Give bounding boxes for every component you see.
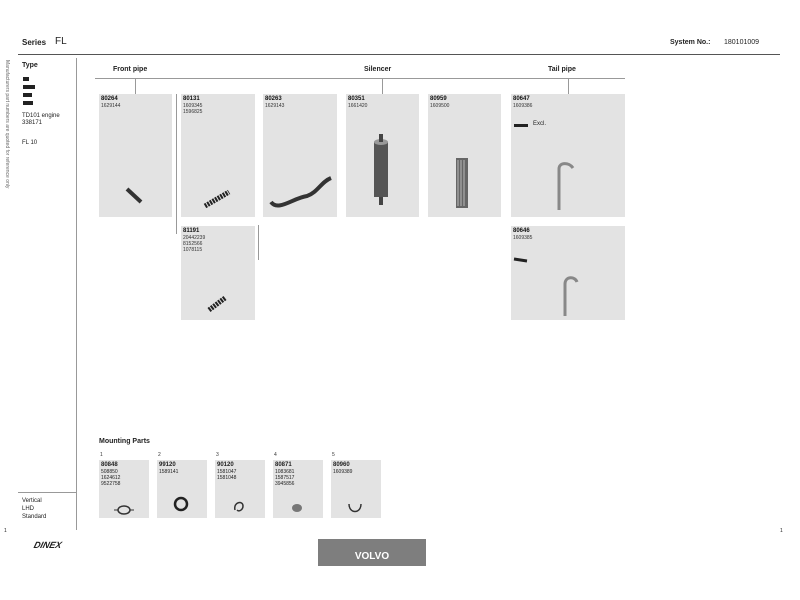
type-label: Type: [22, 62, 38, 69]
make-badge: VOLVO: [318, 539, 426, 566]
front-pipe-icon: [99, 94, 172, 217]
vehicle-icons: [22, 76, 42, 113]
mounting-title: Mounting Parts: [99, 438, 150, 445]
connector-3: [568, 78, 569, 94]
sidebar: [18, 58, 77, 530]
connector-branch: [258, 225, 259, 260]
config-vertical: Vertical: [22, 498, 42, 504]
config-standard: Standard: [22, 514, 47, 520]
heat-shield-icon: [428, 94, 501, 217]
part-card[interactable]: 80646 1609385: [511, 226, 625, 320]
section-silencer: Silencer: [364, 66, 392, 73]
part-card[interactable]: 80131 1609345 1596825: [181, 94, 255, 217]
page-number-left: 1: [4, 528, 7, 534]
part-card[interactable]: 80959 1609500: [428, 94, 501, 217]
sidebar-divider: [18, 492, 76, 493]
connector-left-branch: [176, 94, 177, 234]
series-value: FL: [55, 36, 67, 47]
exclusion-note: Excl.: [533, 121, 547, 127]
config-lhd: LHD: [22, 506, 35, 512]
part-card[interactable]: 81191 20442239 8152566 1078115: [181, 226, 255, 320]
part-card[interactable]: 80263 1629143: [263, 94, 337, 217]
page-number-right: 1: [780, 528, 783, 534]
tail-pipe-icon: [511, 226, 625, 320]
flex-pipe-icon: [181, 226, 255, 320]
part-card[interactable]: 80351 1661420: [346, 94, 419, 217]
connector-2: [382, 78, 383, 94]
section-front-pipe: Front pipe: [113, 66, 148, 73]
engine-line1: TD101 engine: [22, 113, 60, 119]
tail-pipe-icon: [511, 94, 625, 217]
model-label: FL 10: [22, 140, 38, 146]
dinex-logo: DINEX: [32, 540, 63, 550]
part-card[interactable]: 80264 1629144: [99, 94, 172, 217]
flow-line-top: [95, 78, 625, 79]
system-value: 180101009: [724, 39, 760, 46]
vertical-disclaimer: Manufacturers part numbers are quoted for reference only: [4, 60, 10, 189]
series-label: Series: [22, 38, 47, 47]
system-label: System No.:: [670, 39, 711, 46]
flex-pipe-icon: [181, 94, 255, 217]
bent-pipe-icon: [263, 94, 337, 217]
silencer-icon: [346, 94, 419, 217]
section-tail-pipe: Tail pipe: [548, 66, 576, 73]
connector-1: [135, 78, 136, 94]
part-card[interactable]: 80647 1609386 Excl.: [511, 94, 625, 217]
engine-line2: 338171: [22, 120, 43, 126]
